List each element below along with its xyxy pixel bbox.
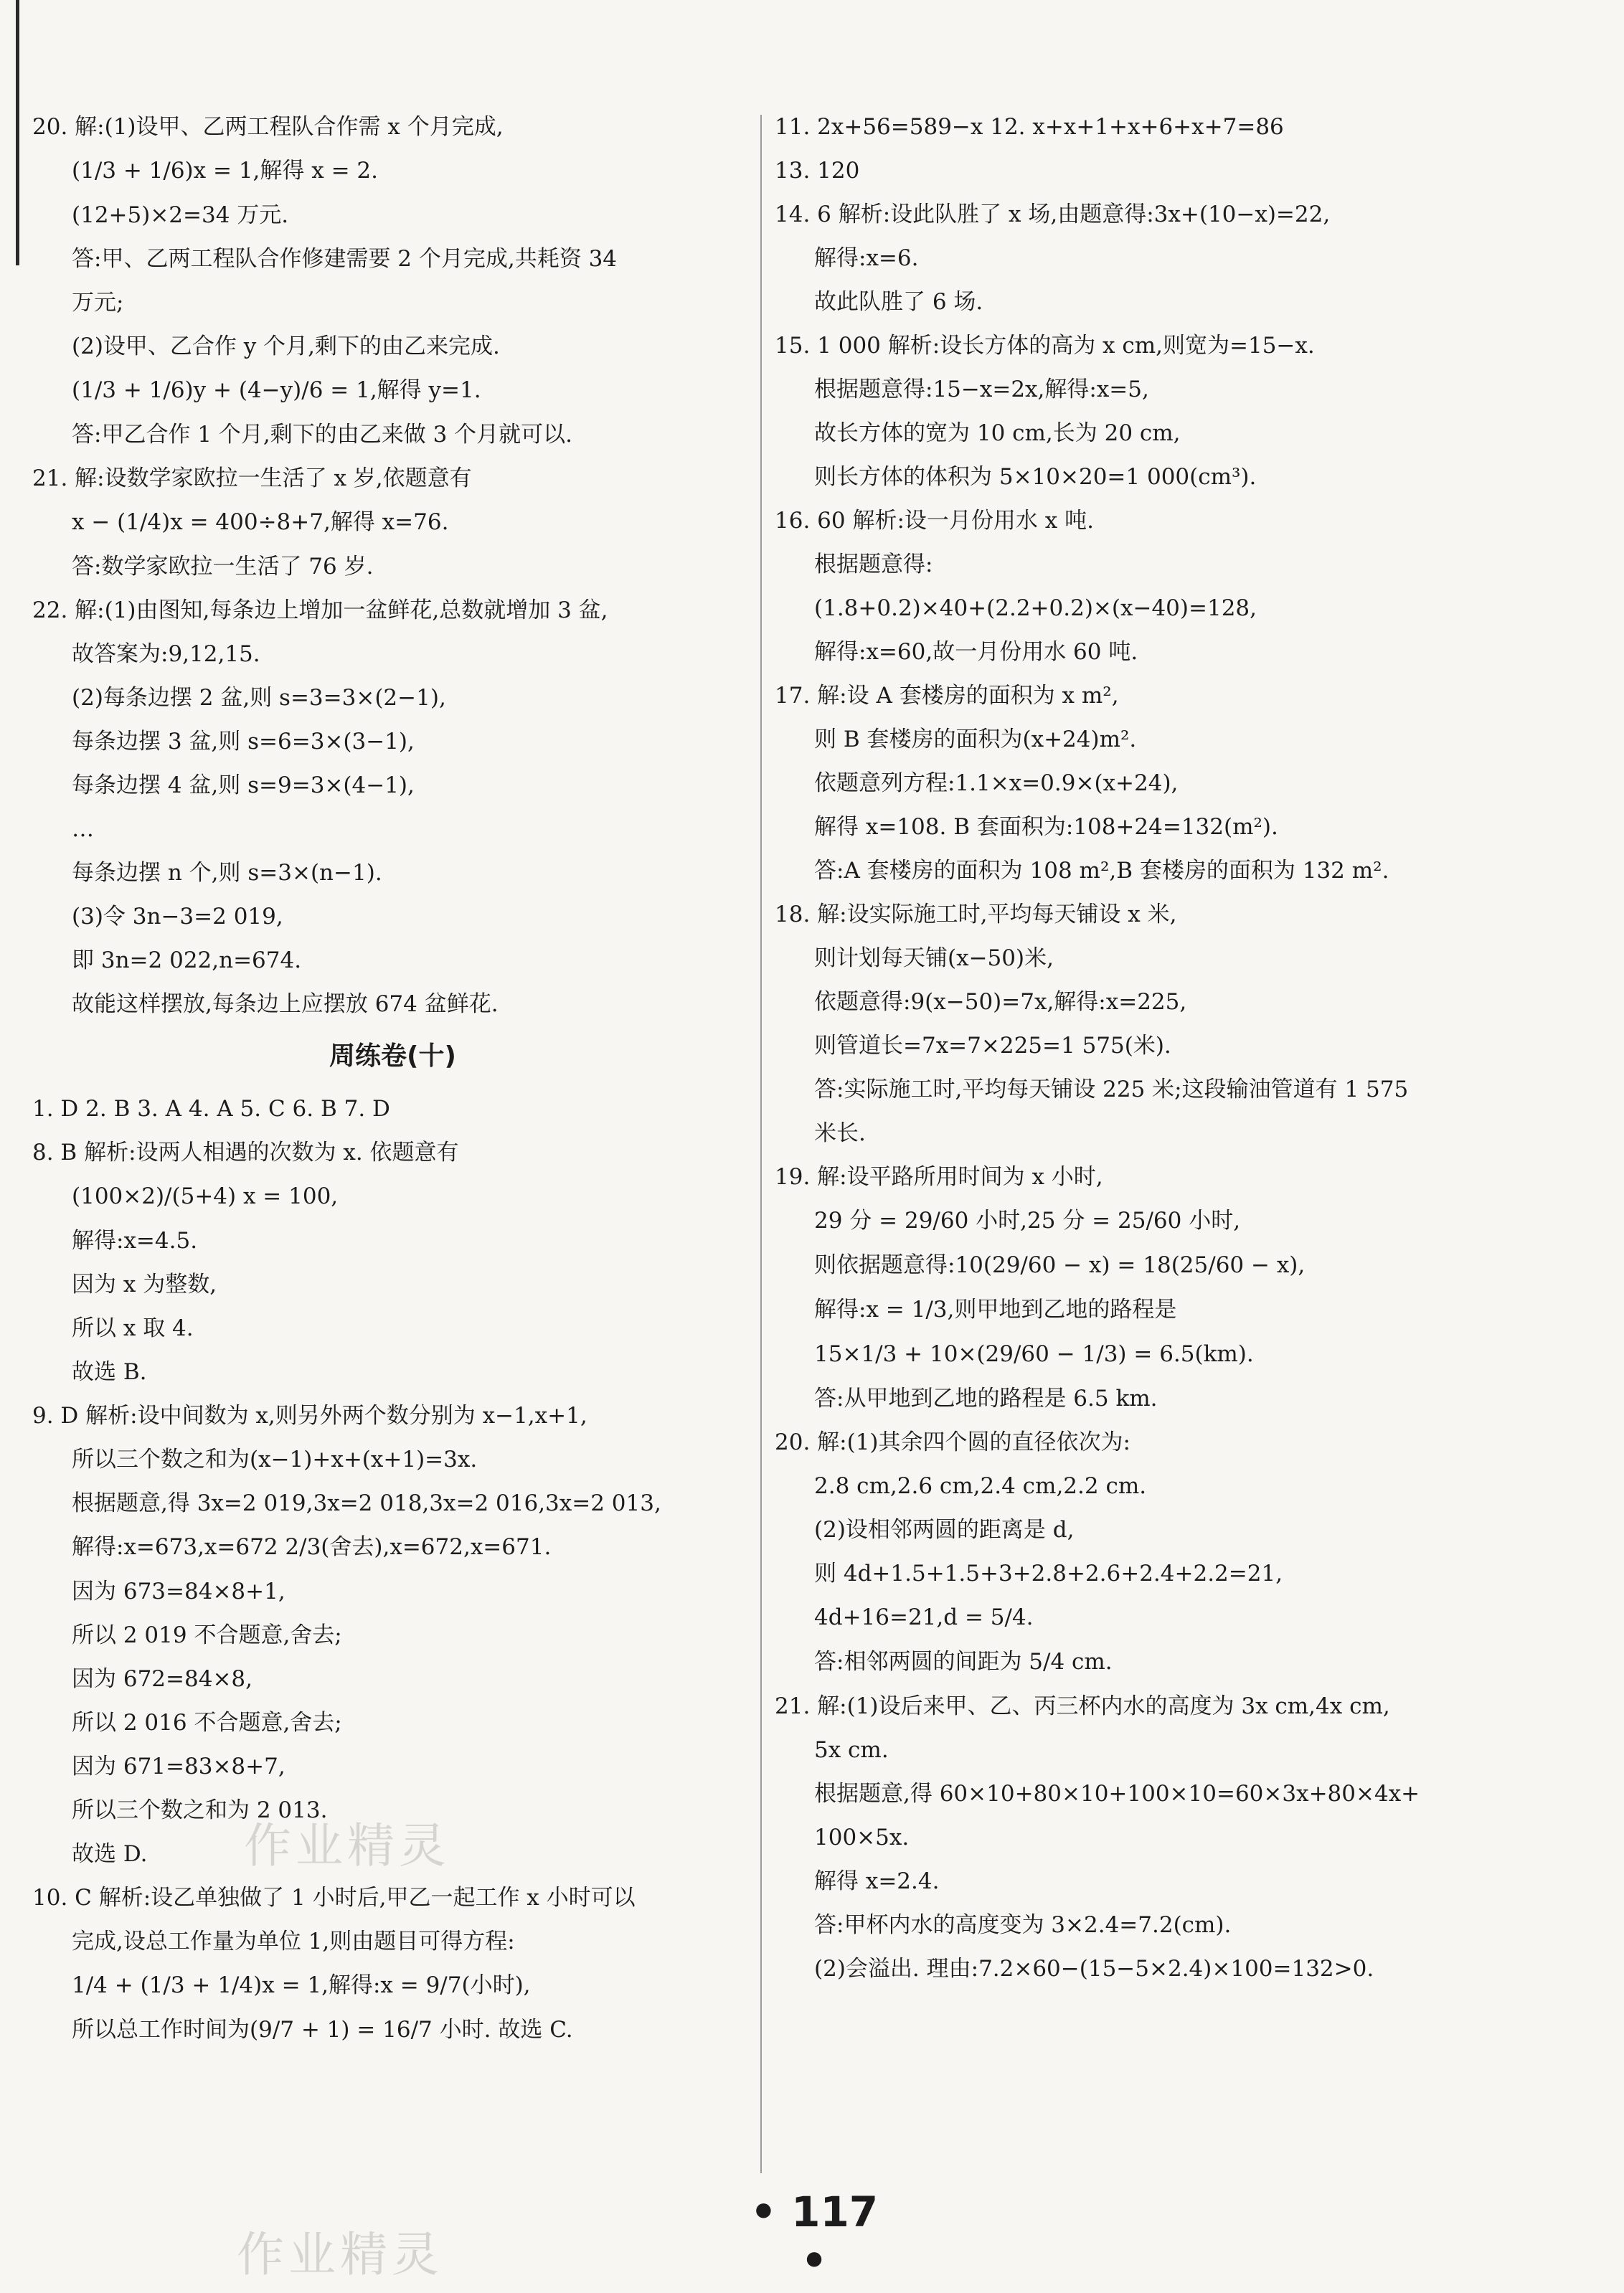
answer-line: 解得:x=673,x=672 2/3(舍去),x=672,x=671.: [72, 1534, 552, 1560]
answer-line: (2)设甲、乙合作 y 个月,剩下的由乙来完成.: [72, 334, 500, 359]
answer-line: 则依据题意得:10(29/60 − x) = 18(25/60 − x),: [814, 1252, 1306, 1278]
answer-line: (2)设相邻两圆的距离是 d,: [814, 1517, 1075, 1543]
answer-line: 解得 x=2.4.: [814, 1868, 940, 1894]
answer-line: 故选 B.: [72, 1359, 147, 1385]
answer-line: 则计划每天铺(x−50)米,: [814, 945, 1054, 971]
answer-line: (2)会溢出. 理由:7.2×60−(15−5×2.4)×100=132>0.: [814, 1956, 1374, 1982]
watermark: 作业精灵: [237, 2227, 443, 2282]
answer-line: 解得:x=4.5.: [72, 1228, 198, 1254]
answer-line: 答:实际施工时,平均每天铺设 225 米;这段输油管道有 1 575: [814, 1077, 1409, 1102]
answer-line: 因为 671=83×8+7,: [72, 1754, 285, 1779]
answer-line: 所以总工作时间为(9/7 + 1) = 16/7 小时. 故选 C.: [72, 2017, 573, 2043]
answer-line: 18. 解:设实际施工时,平均每天铺设 x 米,: [775, 902, 1177, 927]
answer-line: 16. 60 解析:设一月份用水 x 吨.: [775, 508, 1094, 534]
answer-line: 14. 6 解析:设此队胜了 x 场,由题意得:3x+(10−x)=22,: [775, 202, 1331, 227]
answer-line: 19. 解:设平路所用时间为 x 小时,: [775, 1164, 1103, 1190]
answer-line: 解得:x = 1/3,则甲地到乙地的路程是: [814, 1297, 1177, 1323]
answer-line: 则管道长=7x=7×225=1 575(米).: [814, 1033, 1171, 1059]
answer-line: 故选 D.: [72, 1841, 148, 1867]
answer-line: 答:数学家欧拉一生活了 76 岁.: [72, 554, 374, 580]
answer-line: (1/3 + 1/6)x = 1,解得 x = 2.: [72, 158, 378, 184]
left-column: [32, 115, 753, 2062]
answer-line: 答:甲乙合作 1 个月,剩下的由乙来做 3 个月就可以.: [72, 422, 573, 448]
answer-line: (1.8+0.2)×40+(2.2+0.2)×(x−40)=128,: [814, 595, 1257, 621]
answer-line: 每条边摆 3 盆,则 s=6=3×(3−1),: [72, 729, 415, 755]
answer-line: 依题意得:9(x−50)=7x,解得:x=225,: [814, 989, 1187, 1015]
answer-line: 1. D 2. B 3. A 4. A 5. C 6. B 7. D: [32, 1096, 390, 1122]
answer-line: 解得 x=108. B 套面积为:108+24=132(m²).: [814, 814, 1278, 840]
answer-line: 11. 2x+56=589−x 12. x+x+1+x+6+x+7=86: [775, 114, 1284, 140]
answer-line: 解得:x=6.: [814, 245, 919, 271]
answer-line: 依题意列方程:1.1×x=0.9×(x+24),: [814, 770, 1179, 796]
answer-line: 2.8 cm,2.6 cm,2.4 cm,2.2 cm.: [814, 1473, 1147, 1499]
answer-line: 根据题意得:15−x=2x,解得:x=5,: [814, 377, 1149, 402]
answer-line: 所以 2 019 不合题意,舍去;: [72, 1622, 342, 1648]
answer-line: 13. 120: [775, 158, 860, 184]
answer-line: 完成,设总工作量为单位 1,则由题目可得方程:: [72, 1929, 515, 1954]
left-margin-rule: [16, 0, 19, 265]
answer-line: 解得:x=60,故一月份用水 60 吨.: [814, 639, 1138, 665]
answer-line: 20. 解:(1)设甲、乙两工程队合作需 x 个月完成,: [32, 114, 504, 140]
answer-line: 即 3n=2 022,n=674.: [72, 947, 302, 973]
answer-line: 15×1/3 + 10×(29/60 − 1/3) = 6.5(km).: [814, 1341, 1254, 1367]
answer-line: (1/3 + 1/6)y + (4−y)/6 = 1,解得 y=1.: [72, 377, 481, 403]
answer-line: 21. 解:(1)设后来甲、乙、丙三杯内水的高度为 3x cm,4x cm,: [775, 1693, 1390, 1719]
answer-line: 则长方体的体积为 5×10×20=1 000(cm³).: [814, 464, 1257, 490]
answer-line: 因为 x 为整数,: [72, 1272, 217, 1297]
answer-line: 4d+16=21,d = 5/4.: [814, 1604, 1034, 1630]
answer-line: 15. 1 000 解析:设长方体的高为 x cm,则宽为=15−x.: [775, 333, 1315, 359]
answer-line: 故能这样摆放,每条边上应摆放 674 盆鲜花.: [72, 991, 499, 1017]
answer-line: 米长.: [814, 1120, 866, 1146]
answer-line: 20. 解:(1)其余四个圆的直径依次为:: [775, 1429, 1130, 1455]
answer-line: 所以三个数之和为 2 013.: [72, 1797, 328, 1823]
answer-line: 5x cm.: [814, 1737, 889, 1763]
answer-line: 根据题意,得 60×10+80×10+100×10=60×3x+80×4x+: [814, 1781, 1420, 1807]
answer-line: 故此队胜了 6 场.: [814, 289, 983, 315]
answer-line: 因为 673=84×8+1,: [72, 1579, 285, 1604]
answer-line: 则 4d+1.5+1.5+3+2.8+2.6+2.4+2.2=21,: [814, 1561, 1283, 1587]
answer-line: 答:相邻两圆的间距为 5/4 cm.: [814, 1649, 1113, 1675]
answer-line: 答:甲、乙两工程队合作修建需要 2 个月完成,共耗资 34: [72, 246, 618, 272]
answer-line: 21. 解:设数学家欧拉一生活了 x 岁,依题意有: [32, 465, 472, 491]
watermark: 作业精灵: [244, 1818, 450, 1873]
answer-line: (3)令 3n−3=2 019,: [72, 904, 283, 930]
answer-line: 100×5x.: [814, 1825, 910, 1850]
right-column: [775, 115, 1499, 2000]
answer-line: 9. D 解析:设中间数为 x,则另外两个数分别为 x−1,x+1,: [32, 1403, 587, 1429]
section-title: 周练卷(十): [329, 1041, 456, 1071]
answer-line: (12+5)×2=34 万元.: [72, 202, 289, 228]
answer-line: 8. B 解析:设两人相遇的次数为 x. 依题意有: [32, 1140, 459, 1166]
answer-line: 故答案为:9,12,15.: [72, 641, 260, 667]
page-number: • 117 •: [750, 2188, 879, 2285]
answer-line: 10. C 解析:设乙单独做了 1 小时后,甲乙一起工作 x 小时可以: [32, 1885, 636, 1911]
answer-line: …: [72, 816, 94, 842]
answer-line: 所以三个数之和为(x−1)+x+(x+1)=3x.: [72, 1447, 478, 1472]
answer-line: 则 B 套楼房的面积为(x+24)m².: [814, 727, 1137, 752]
answer-line: 根据题意,得 3x=2 019,3x=2 018,3x=2 016,3x=2 013,: [72, 1490, 661, 1516]
column-divider: [760, 115, 762, 2173]
answer-line: 答:甲杯内水的高度变为 3×2.4=7.2(cm).: [814, 1912, 1232, 1938]
answer-line: 故长方体的宽为 10 cm,长为 20 cm,: [814, 420, 1181, 446]
answer-line: 所以 x 取 4.: [72, 1315, 194, 1341]
answer-line: x − (1/4)x = 400÷8+7,解得 x=76.: [72, 509, 449, 535]
answer-line: 每条边摆 n 个,则 s=3×(n−1).: [72, 860, 382, 886]
answer-line: (2)每条边摆 2 盆,则 s=3=3×(2−1),: [72, 685, 446, 711]
answer-line: 答:A 套楼房的面积为 108 m²,B 套楼房的面积为 132 m².: [814, 858, 1389, 884]
answer-line: 所以 2 016 不合题意,舍去;: [72, 1710, 342, 1736]
answer-line: (100×2)/(5+4) x = 100,: [72, 1183, 339, 1209]
answer-line: 答:从甲地到乙地的路程是 6.5 km.: [814, 1386, 1158, 1412]
answer-line: 29 分 = 29/60 小时,25 分 = 25/60 小时,: [814, 1208, 1241, 1234]
answer-line: 因为 672=84×8,: [72, 1666, 252, 1692]
answer-line: 1/4 + (1/3 + 1/4)x = 1,解得:x = 9/7(小时),: [72, 1972, 531, 1998]
answer-line: 22. 解:(1)由图知,每条边上增加一盆鲜花,总数就增加 3 盆,: [32, 597, 608, 623]
answer-line: 每条边摆 4 盆,则 s=9=3×(4−1),: [72, 772, 415, 798]
answer-line: 根据题意得:: [814, 552, 933, 577]
answer-line: 17. 解:设 A 套楼房的面积为 x m²,: [775, 683, 1119, 709]
answer-line: 万元;: [72, 290, 124, 316]
